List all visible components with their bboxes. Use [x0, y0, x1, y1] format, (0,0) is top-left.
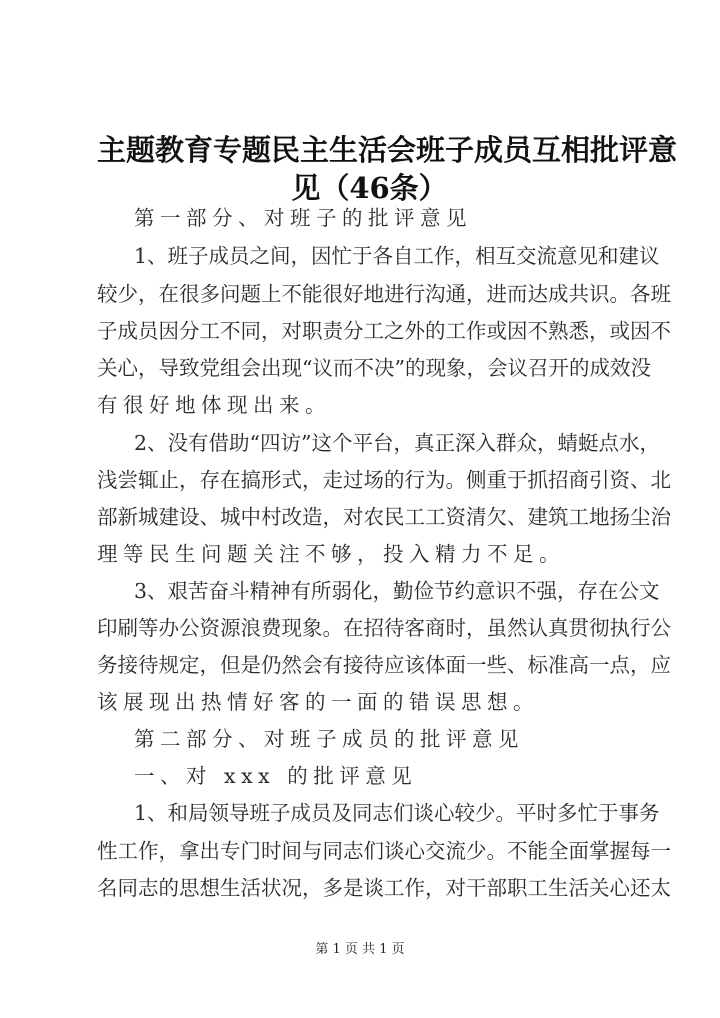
paragraph-line: 子成员因分工不同，对职责分工之外的工作或因不熟悉，或因不 [97, 319, 671, 343]
paragraph-line: 性工作，拿出专门时间与同志们谈心交流少。不能全面掌握每一 [97, 839, 671, 863]
subsection-heading: 一、对 xxx 的批评意见 [134, 764, 418, 788]
paragraph-line: 有很好地体现出来。 [97, 393, 331, 417]
part1-heading: 第一部分、对班子的批评意见 [134, 206, 472, 230]
paragraph-line: 务接待规定，但是仍然会有接待应该体面一些、标准高一点，应 [97, 653, 671, 677]
document-title-line-1: 主题教育专题民主生活会班子成员互相批评意 [97, 133, 678, 167]
page-footer: 第 1 页 共 1 页 [315, 942, 405, 957]
paragraph-line: 该展现出热情好客的一面的错误思想。 [97, 690, 539, 714]
paragraph-line: 部新城建设、城中村改造，对农民工工资清欠、建筑工地扬尘治 [97, 505, 671, 529]
paragraph-line: 2、没有借助“四访”这个平台，真正深入群众，蜻蜓点水， [134, 431, 661, 455]
paragraph-line: 关心，导致党组会出现“议而不决”的现象，会议召开的成效没 [97, 356, 651, 380]
paragraph-line: 1、和局领导班子成员及同志们谈心较少。平时多忙于事务 [134, 801, 660, 825]
part2-heading: 第二部分、对班子成员的批评意见 [134, 727, 524, 751]
paragraph-line: 3、艰苦奋斗精神有所弱化，勤俭节约意识不强，存在公文 [134, 579, 660, 603]
paragraph-line: 印刷等办公资源浪费现象。在招待客商时，虽然认真贯彻执行公 [97, 616, 671, 640]
paragraph-line: 较少，在很多问题上不能很好地进行沟通，进而达成共识。各班 [97, 282, 671, 306]
paragraph-line: 理等民生问题关注不够，投入精力不足。 [97, 542, 565, 566]
paragraph-line: 名同志的思想生活状况，多是谈工作，对干部职工生活关心还太 [97, 876, 671, 900]
paragraph-line: 浅尝辄止，存在搞形式，走过场的行为。侧重于抓招商引资、北 [97, 468, 671, 492]
paragraph-line: 1、班子成员之间，因忙于各自工作，相互交流意见和建议 [134, 244, 660, 268]
document-title-line-2: 见（46条） [291, 171, 448, 205]
